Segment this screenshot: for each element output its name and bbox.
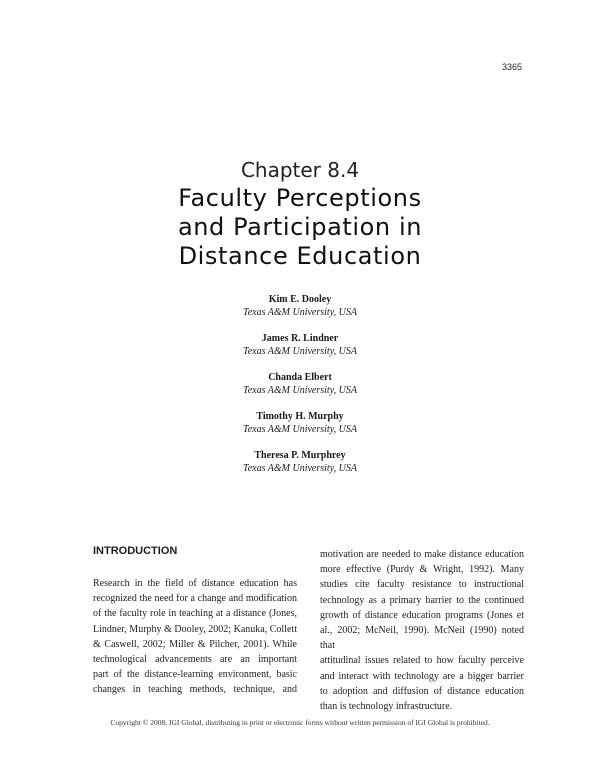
chapter-title-line: Faculty Perceptions <box>178 184 422 212</box>
author-block <box>0 410 600 449</box>
author-affiliation: Texas A&M University, USA <box>243 346 357 357</box>
text-line: part of the distance-learning environment, basic <box>93 669 297 681</box>
chapter-label: Chapter 8.4 <box>240 158 360 182</box>
section-heading: INTRODUCTION <box>93 545 178 557</box>
author-affiliation: Texas A&M University, USA <box>243 424 357 435</box>
text-line: motivation are needed to make distance education <box>320 549 524 560</box>
author-name: Timothy H. Murphy <box>256 411 344 422</box>
author-name: Theresa P. Murphrey <box>254 450 346 461</box>
text-line: Lindner, Murphy & Dooley, 2002; Kanuka, Collett <box>93 623 297 635</box>
text-line: changes in teaching methods, technique, and <box>93 684 297 696</box>
author-block <box>0 371 600 410</box>
copyright-footer: Copyright © 2008, IGI Global, distributing in print or electronic forms without written permission of IGI Global is prohibited. <box>110 718 490 727</box>
right-column <box>320 547 524 714</box>
text-line: studies cite faculty resistance to instructional <box>320 579 524 591</box>
body-paragraph <box>93 576 297 698</box>
chapter-title-line: Distance Education <box>178 242 422 270</box>
text-line: and interact with technology are a bigger barrier <box>320 670 524 682</box>
author-affiliation: Texas A&M University, USA <box>243 463 357 474</box>
author-affiliation: Texas A&M University, USA <box>243 385 357 396</box>
text-line: & Caswell, 2002; Miller & Pilcher, 2001). While <box>93 638 297 650</box>
author-block <box>0 332 600 371</box>
author-name: James R. Lindner <box>261 333 339 344</box>
author-list <box>0 293 600 488</box>
author-block <box>0 293 600 332</box>
text-line: growth of distance education programs (Jones et <box>320 609 524 621</box>
text-line: recognized the need for a change and modification <box>93 593 297 605</box>
author-block <box>0 449 600 488</box>
author-name: Kim E. Dooley <box>268 294 332 305</box>
author-affiliation: Texas A&M University, USA <box>243 307 357 318</box>
chapter-title-line: and Participation in <box>177 213 423 241</box>
text-line: of the faculty role in teaching at a distance (Jones, <box>93 608 297 620</box>
text-line: attitudinal issues related to how faculty perceive <box>320 655 524 667</box>
text-line: to adoption and diffusion of distance education <box>320 685 524 697</box>
chapter-title <box>0 184 600 271</box>
left-column <box>93 544 297 698</box>
text-line: Research in the field of distance education has <box>93 578 297 589</box>
body-paragraph <box>320 547 524 714</box>
text-line: technology as a primary barrier to the continued <box>320 594 524 606</box>
text-line: technological advancements are an important <box>93 654 297 666</box>
text-line: more effective (Purdy & Wright, 1992). Many <box>320 564 524 576</box>
author-name: Chanda Elbert <box>268 372 332 383</box>
text-line: al., 2002; McNeil, 1990). McNeil (1990) noted that <box>320 625 524 652</box>
text-line: than is technology infrastructure. <box>320 701 453 713</box>
page-number: 3365 <box>501 62 522 72</box>
